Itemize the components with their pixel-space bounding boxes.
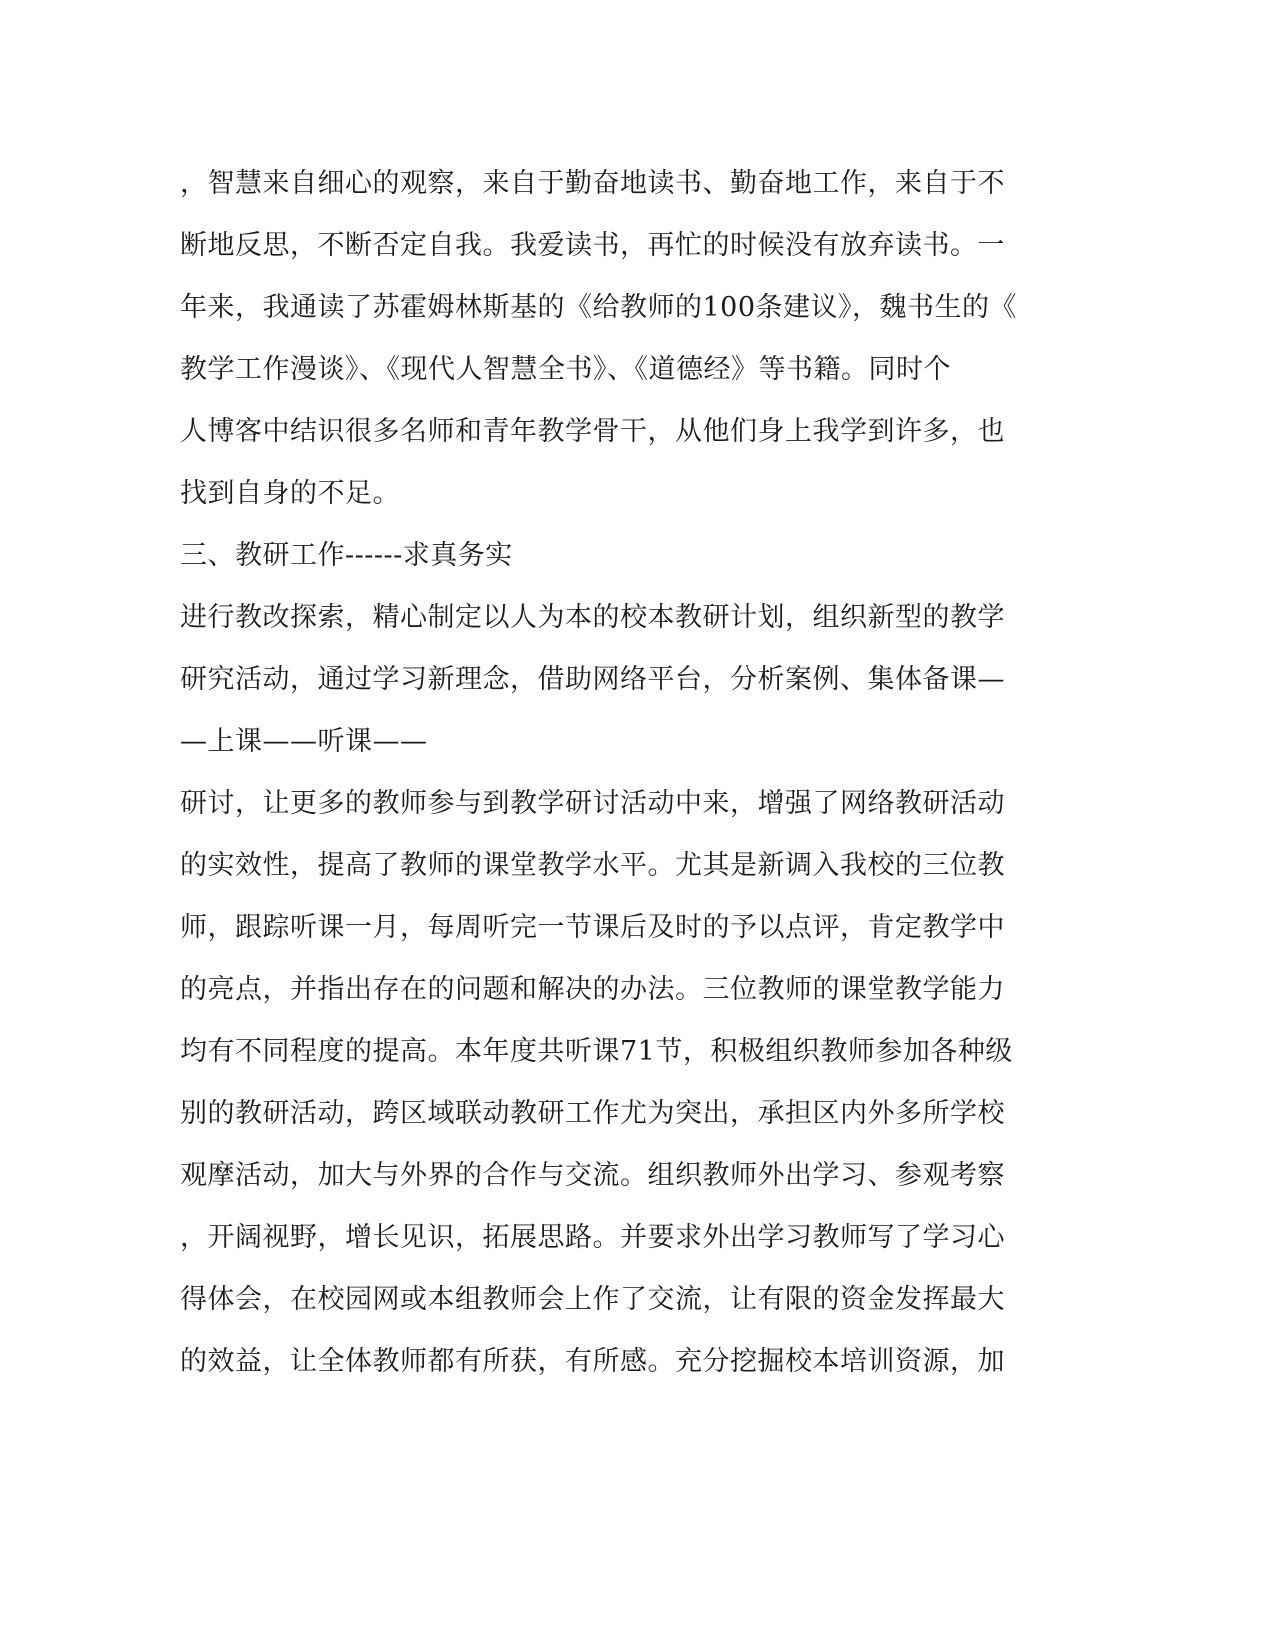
body-line: 研讨，让更多的教师参与到教学研讨活动中来，增强了网络教研活动 [180,788,1005,819]
body-line: 研究活动，通过学习新理念，借助网络平台，分析案例、集体备课— [180,664,1005,695]
body-line: ，开阔视野，增长见识，拓展思路。并要求外出学习教师写了学习心 [180,1222,1005,1253]
body-line: —上课——听课—— [180,726,428,757]
section-heading: 三、教研工作------求真务实 [180,540,513,571]
body-line: 教学工作漫谈》、《现代人智慧全书》、《道德经》等书籍。同时个 [180,354,951,385]
body-line: 的效益，让全体教师都有所获，有所感。充分挖掘校本培训资源，加 [180,1346,1005,1377]
body-line: 断地反思，不断否定自我。我爱读书，再忙的时候没有放弃读书。一 [180,230,1005,261]
body-line: 的实效性，提高了教师的课堂教学水平。尤其是新调入我校的三位教 [180,850,1005,881]
body-line: 别的教研活动，跨区域联动教研工作尤为突出，承担区内外多所学校 [180,1098,1005,1129]
body-line: 观摩活动，加大与外界的合作与交流。组织教师外出学习、参观考察 [180,1160,1005,1191]
body-line: 均有不同程度的提高。本年度共听课71节，积极组织教师参加各种级 [180,1036,1013,1067]
body-line: 进行教改探索，精心制定以人为本的校本教研计划，组织新型的教学 [180,602,1005,633]
body-line: 找到自身的不足。 [180,478,400,509]
body-line: 年来，我通读了苏霍姆林斯基的《给教师的100条建议》，魏书生的《 [180,292,1018,323]
body-line: 得体会，在校园网或本组教师会上作了交流，让有限的资金发挥最大 [180,1284,1005,1315]
body-line: 人博客中结识很多名师和青年教学骨干，从他们身上我学到许多，也 [180,416,1005,447]
body-line: 师，跟踪听课一月，每周听完一节课后及时的予以点评，肯定教学中 [180,912,1005,943]
body-line: ，智慧来自细心的观察，来自于勤奋地读书、勤奋地工作，来自于不 [180,168,1005,199]
document-body [180,158,1040,1398]
body-line: 的亮点，并指出存在的问题和解决的办法。三位教师的课堂教学能力 [180,974,1005,1005]
